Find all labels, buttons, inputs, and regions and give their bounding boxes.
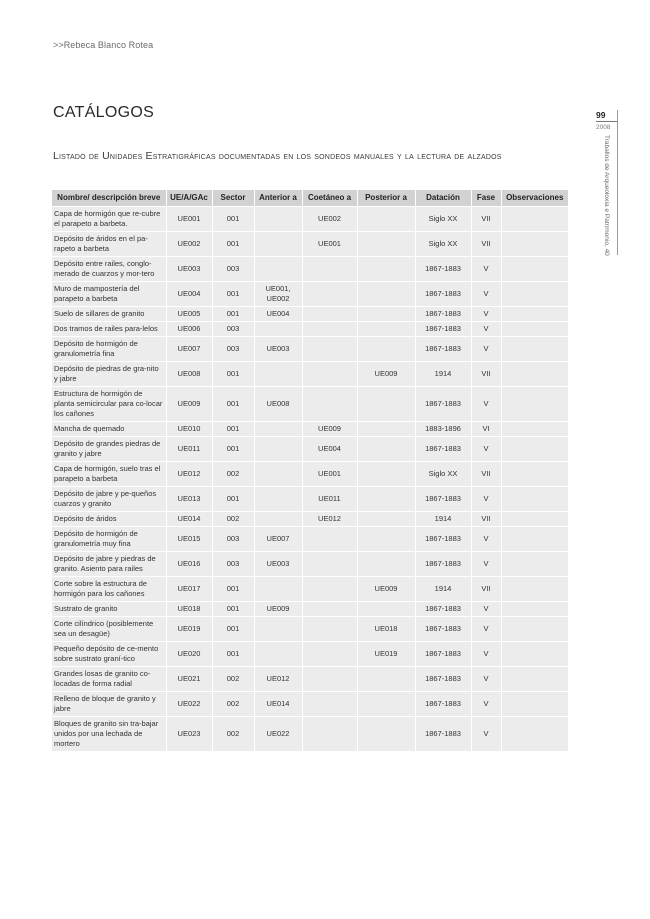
cell-anterior (254, 641, 302, 666)
cell-coetaneo (302, 306, 357, 321)
cell-description: Depósito de piedras de gra-nito y jabre (52, 361, 166, 386)
cell-datacion: 1914 (415, 361, 471, 386)
cell-datacion: 1867-1883 (415, 386, 471, 421)
cell-coetaneo (302, 281, 357, 306)
cell-coetaneo (302, 691, 357, 716)
cell-datacion: 1867-1883 (415, 436, 471, 461)
cell-posterior (357, 336, 415, 361)
cell-fase: V (471, 281, 501, 306)
cell-observaciones (501, 511, 568, 526)
cell-description: Suelo de sillares de granito (52, 306, 166, 321)
cell-observaciones (501, 551, 568, 576)
table-row (52, 436, 568, 461)
cell-datacion: Siglo XX (415, 461, 471, 486)
cell-description: Bloques de granito sin tra-bajar unidos por una lechada de mortero (52, 716, 166, 751)
cell-ue-code: UE005 (166, 306, 212, 321)
cell-posterior (357, 256, 415, 281)
column-header-sector: Sector (212, 190, 254, 206)
cell-ue-code: UE002 (166, 231, 212, 256)
cell-datacion: 1867-1883 (415, 666, 471, 691)
cell-fase: V (471, 526, 501, 551)
cell-ue-code: UE011 (166, 436, 212, 461)
cell-ue-code: UE015 (166, 526, 212, 551)
cell-coetaneo (302, 666, 357, 691)
cell-posterior (357, 526, 415, 551)
cell-posterior (357, 601, 415, 616)
cell-sector: 002 (212, 716, 254, 751)
cell-sector: 003 (212, 256, 254, 281)
cell-ue-code: UE019 (166, 616, 212, 641)
cell-anterior (254, 361, 302, 386)
series-title: Traballos de Arqueoloxía e Patrimonio, 40 (603, 135, 610, 256)
cell-datacion: Siglo XX (415, 231, 471, 256)
cell-observaciones (501, 256, 568, 281)
cell-observaciones (501, 576, 568, 601)
column-header-observaciones: Observaciones (501, 190, 568, 206)
cell-coetaneo (302, 526, 357, 551)
cell-posterior (357, 666, 415, 691)
cell-ue-code: UE013 (166, 486, 212, 511)
cell-description: Muro de mampostería del parapeto a barbeta (52, 281, 166, 306)
cell-fase: V (471, 601, 501, 616)
cell-datacion: 1867-1883 (415, 601, 471, 616)
cell-posterior: UE018 (357, 616, 415, 641)
cell-posterior (357, 691, 415, 716)
header-row (52, 190, 568, 206)
cell-description: Mancha de quemado (52, 421, 166, 436)
cell-coetaneo (302, 361, 357, 386)
table-row (52, 486, 568, 511)
cell-datacion: 1867-1883 (415, 641, 471, 666)
cell-observaciones (501, 421, 568, 436)
cell-posterior (357, 551, 415, 576)
cell-fase: V (471, 616, 501, 641)
cell-ue-code: UE004 (166, 281, 212, 306)
cell-fase: V (471, 386, 501, 421)
cell-coetaneo: UE004 (302, 436, 357, 461)
cell-observaciones (501, 386, 568, 421)
cell-posterior: UE019 (357, 641, 415, 666)
cell-anterior: UE014 (254, 691, 302, 716)
cell-datacion: 1867-1883 (415, 336, 471, 361)
cell-ue-code: UE012 (166, 461, 212, 486)
cell-datacion: 1867-1883 (415, 616, 471, 641)
cell-sector: 002 (212, 461, 254, 486)
cell-observaciones (501, 716, 568, 751)
cell-datacion: 1867-1883 (415, 526, 471, 551)
cell-coetaneo (302, 321, 357, 336)
cell-datacion: 1914 (415, 511, 471, 526)
cell-sector: 003 (212, 551, 254, 576)
page-sidebar (596, 110, 618, 131)
cell-coetaneo (302, 641, 357, 666)
cell-description: Depósito de grandes piedras de granito y jabre (52, 436, 166, 461)
column-header-fase: Fase (471, 190, 501, 206)
cell-anterior (254, 231, 302, 256)
cell-posterior (357, 421, 415, 436)
cell-description: Depósito de jabre y pe-queños cuarzos y granito (52, 486, 166, 511)
cell-fase: V (471, 256, 501, 281)
cell-description: Depósito de jabre y piedras de granito. Asiento para railes (52, 551, 166, 576)
table-row (52, 511, 568, 526)
cell-posterior (357, 486, 415, 511)
cell-posterior (357, 511, 415, 526)
cell-anterior: UE022 (254, 716, 302, 751)
cell-sector: 001 (212, 206, 254, 231)
table-row (52, 666, 568, 691)
column-header-description: Nombre/ descripción breve (52, 190, 166, 206)
cell-fase: V (471, 321, 501, 336)
table-row (52, 421, 568, 436)
cell-posterior (357, 436, 415, 461)
cell-anterior: UE003 (254, 336, 302, 361)
cell-fase: VII (471, 231, 501, 256)
table-row (52, 231, 568, 256)
cell-anterior (254, 321, 302, 336)
cell-anterior: UE012 (254, 666, 302, 691)
cell-observaciones (501, 616, 568, 641)
cell-sector: 001 (212, 231, 254, 256)
cell-coetaneo: UE009 (302, 421, 357, 436)
cell-ue-code: UE008 (166, 361, 212, 386)
cell-observaciones (501, 321, 568, 336)
column-header-ue-code: UE/A/GAc (166, 190, 212, 206)
cell-observaciones (501, 336, 568, 361)
table-row (52, 716, 568, 751)
cell-coetaneo: UE001 (302, 461, 357, 486)
cell-datacion: 1867-1883 (415, 691, 471, 716)
cell-description: Depósito de áridos (52, 511, 166, 526)
cell-posterior (357, 716, 415, 751)
cell-coetaneo: UE012 (302, 511, 357, 526)
cell-datacion: 1867-1883 (415, 551, 471, 576)
cell-anterior: UE004 (254, 306, 302, 321)
cell-posterior: UE009 (357, 361, 415, 386)
cell-sector: 001 (212, 616, 254, 641)
cell-anterior (254, 256, 302, 281)
column-header-datacion: Datación (415, 190, 471, 206)
cell-sector: 001 (212, 421, 254, 436)
running-head: >>Rebeca Blanco Rotea (53, 40, 154, 50)
cell-fase: VII (471, 461, 501, 486)
cell-observaciones (501, 691, 568, 716)
cell-observaciones (501, 601, 568, 616)
cell-description: Pequeño depósito de ce-mento sobre sustrato graní-tico (52, 641, 166, 666)
cell-anterior: UE003 (254, 551, 302, 576)
cell-datacion: 1867-1883 (415, 486, 471, 511)
sidebar-divider (617, 110, 618, 255)
cell-description: Capa de hormigón, suelo tras el parapeto a barbeta (52, 461, 166, 486)
cell-sector: 002 (212, 666, 254, 691)
cell-anterior (254, 486, 302, 511)
cell-anterior (254, 576, 302, 601)
cell-observaciones (501, 666, 568, 691)
column-header-posterior: Posterior a (357, 190, 415, 206)
cell-fase: V (471, 641, 501, 666)
cell-sector: 001 (212, 436, 254, 461)
cell-anterior: UE009 (254, 601, 302, 616)
cell-datacion: 1867-1883 (415, 281, 471, 306)
cell-datacion: 1867-1883 (415, 321, 471, 336)
cell-description: Dos tramos de railes para-lelos (52, 321, 166, 336)
cell-ue-code: UE001 (166, 206, 212, 231)
table-row (52, 336, 568, 361)
cell-posterior: UE009 (357, 576, 415, 601)
cell-fase: VII (471, 511, 501, 526)
table-row (52, 306, 568, 321)
table-row (52, 526, 568, 551)
table-row (52, 361, 568, 386)
cell-observaciones (501, 436, 568, 461)
cell-coetaneo: UE011 (302, 486, 357, 511)
cell-sector: 003 (212, 336, 254, 361)
table-row (52, 281, 568, 306)
cell-description: Sustrato de granito (52, 601, 166, 616)
table-row (52, 551, 568, 576)
cell-observaciones (501, 526, 568, 551)
cell-datacion: 1914 (415, 576, 471, 601)
cell-posterior (357, 206, 415, 231)
cell-fase: VII (471, 576, 501, 601)
column-header-anterior: Anterior a (254, 190, 302, 206)
cell-fase: V (471, 306, 501, 321)
cell-description: Depósito entre railes, conglo-merado de cuarzos y mor-tero (52, 256, 166, 281)
cell-ue-code: UE014 (166, 511, 212, 526)
cell-posterior (357, 461, 415, 486)
cell-description: Corte cilíndrico (posiblemente sea un desagüe) (52, 616, 166, 641)
stratigraphic-units-table (52, 190, 568, 751)
cell-description: Depósito de hormigón de granulometría fina (52, 336, 166, 361)
table-row (52, 206, 568, 231)
cell-description: Relleno de bloque de granito y jabre (52, 691, 166, 716)
cell-anterior (254, 206, 302, 231)
cell-fase: V (471, 436, 501, 461)
cell-fase: V (471, 666, 501, 691)
cell-anterior (254, 616, 302, 641)
table-row (52, 576, 568, 601)
table-body (52, 206, 568, 751)
cell-observaciones (501, 641, 568, 666)
cell-sector: 002 (212, 691, 254, 716)
page-number: 99 (596, 110, 618, 122)
cell-description: Corte sobre la estructura de hormigón para los cañones (52, 576, 166, 601)
cell-observaciones (501, 206, 568, 231)
cell-anterior (254, 461, 302, 486)
publication-year: 2008 (596, 124, 611, 131)
cell-fase: VI (471, 421, 501, 436)
cell-anterior (254, 421, 302, 436)
table-caption: Listado de Unidades Estratigráficas documentadas en los sondeos manuales y la lectura de alzados (53, 150, 502, 162)
cell-coetaneo (302, 616, 357, 641)
cell-anterior: UE001, UE002 (254, 281, 302, 306)
cell-observaciones (501, 231, 568, 256)
table-header (52, 190, 568, 206)
cell-datacion: 1883-1896 (415, 421, 471, 436)
cell-ue-code: UE006 (166, 321, 212, 336)
cell-sector: 001 (212, 281, 254, 306)
cell-observaciones (501, 306, 568, 321)
cell-coetaneo (302, 336, 357, 361)
cell-observaciones (501, 361, 568, 386)
cell-ue-code: UE020 (166, 641, 212, 666)
cell-datacion: Siglo XX (415, 206, 471, 231)
table-row (52, 256, 568, 281)
cell-observaciones (501, 486, 568, 511)
table-row (52, 616, 568, 641)
cell-sector: 001 (212, 361, 254, 386)
cell-coetaneo (302, 551, 357, 576)
table-row (52, 321, 568, 336)
cell-coetaneo: UE002 (302, 206, 357, 231)
cell-coetaneo (302, 716, 357, 751)
table-row (52, 386, 568, 421)
cell-fase: V (471, 551, 501, 576)
cell-coetaneo (302, 601, 357, 616)
cell-posterior (357, 386, 415, 421)
cell-datacion: 1867-1883 (415, 306, 471, 321)
cell-sector: 001 (212, 386, 254, 421)
table-row (52, 601, 568, 616)
cell-coetaneo: UE001 (302, 231, 357, 256)
cell-ue-code: UE007 (166, 336, 212, 361)
cell-ue-code: UE021 (166, 666, 212, 691)
cell-sector: 001 (212, 576, 254, 601)
cell-ue-code: UE009 (166, 386, 212, 421)
cell-anterior (254, 511, 302, 526)
cell-fase: V (471, 691, 501, 716)
cell-posterior (357, 231, 415, 256)
cell-sector: 003 (212, 321, 254, 336)
cell-description: Grandes losas de granito co-locadas de forma radial (52, 666, 166, 691)
cell-anterior: UE008 (254, 386, 302, 421)
cell-fase: V (471, 716, 501, 751)
cell-fase: VII (471, 206, 501, 231)
section-title: CATÁLOGOS (53, 104, 155, 121)
cell-coetaneo (302, 386, 357, 421)
cell-observaciones (501, 281, 568, 306)
cell-sector: 001 (212, 306, 254, 321)
cell-datacion: 1867-1883 (415, 256, 471, 281)
cell-sector: 002 (212, 511, 254, 526)
cell-datacion: 1867-1883 (415, 716, 471, 751)
cell-coetaneo (302, 576, 357, 601)
cell-ue-code: UE003 (166, 256, 212, 281)
cell-ue-code: UE017 (166, 576, 212, 601)
cell-sector: 001 (212, 486, 254, 511)
cell-description: Depósito de áridos en el pa-rapeto a barbeta (52, 231, 166, 256)
cell-observaciones (501, 461, 568, 486)
cell-fase: V (471, 486, 501, 511)
column-header-coetaneo: Coetáneo a (302, 190, 357, 206)
cell-anterior (254, 436, 302, 461)
table-row (52, 641, 568, 666)
cell-description: Depósito de hormigón de granulometría muy fina (52, 526, 166, 551)
cell-sector: 001 (212, 641, 254, 666)
cell-sector: 003 (212, 526, 254, 551)
cell-posterior (357, 321, 415, 336)
table-row (52, 461, 568, 486)
cell-sector: 001 (212, 601, 254, 616)
cell-posterior (357, 306, 415, 321)
cell-coetaneo (302, 256, 357, 281)
table-row (52, 691, 568, 716)
cell-ue-code: UE016 (166, 551, 212, 576)
cell-posterior (357, 281, 415, 306)
cell-ue-code: UE023 (166, 716, 212, 751)
cell-description: Estructura de hormigón de planta semicircular para co-locar los cañones (52, 386, 166, 421)
cell-ue-code: UE022 (166, 691, 212, 716)
cell-ue-code: UE018 (166, 601, 212, 616)
cell-ue-code: UE010 (166, 421, 212, 436)
cell-description: Capa de hormigón que re-cubre el parapeto a barbeta. (52, 206, 166, 231)
cell-fase: V (471, 336, 501, 361)
cell-fase: VII (471, 361, 501, 386)
cell-anterior: UE007 (254, 526, 302, 551)
